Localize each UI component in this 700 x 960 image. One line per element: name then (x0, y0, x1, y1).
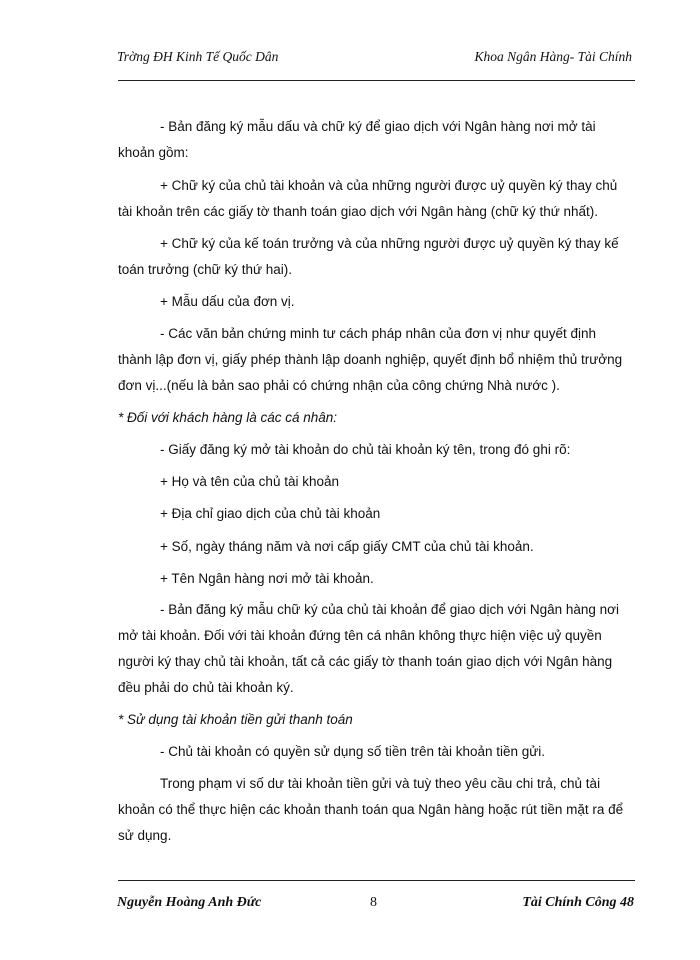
text-line: - Giấy đăng ký mở tài khoản do chủ tài khoản ký tên, trong đó ghi rõ: (160, 442, 571, 457)
text-line: + Số, ngày tháng năm và nơi cấp giấy CMT của chủ tài khoản. (160, 539, 534, 554)
text-line: sử dụng. (118, 828, 172, 843)
text-line: đều phải do chủ tài khoản ký. (118, 680, 294, 695)
text-line: thành lập đơn vị, giấy phép thành lập doanh nghiệp, quyết định bổ nhiệm thủ trưởng (118, 352, 623, 367)
section-heading: * Đối với khách hàng là các cá nhân: (118, 410, 338, 425)
text-line: - Bản đăng ký mẫu chữ ký của chủ tài khoản để giao dịch với Ngân hàng nơi (160, 602, 620, 617)
footer-divider (118, 880, 635, 881)
text-line: người ký thay chủ tài khoản, tất cả các giấy tờ thanh toán giao dịch với Ngân hàng (118, 654, 613, 669)
section-heading: * Sử dụng tài khoản tiền gửi thanh toán (118, 712, 353, 727)
footer-author: Nguyễn Hoàng Anh Đức (117, 895, 262, 910)
text-line: + Chữ ký của kế toán trưởng và của những người được uỷ quyền ký thay kế (160, 236, 619, 251)
text-line: + Tên Ngân hàng nơi mở tài khoản. (160, 571, 374, 586)
text-line: đơn vị...(nếu là bản sao phải có chứng nhận của công chứng Nhà nước ). (118, 378, 560, 393)
header-faculty: Khoa Ngân Hàng- Tài Chính (474, 49, 632, 64)
text-line: - Chủ tài khoản có quyền sử dụng số tiền trên tài khoản tiền gửi. (160, 744, 546, 759)
text-line: Trong phạm vi số dư tài khoản tiền gửi và tuỳ theo yêu cầu chi trả, chủ tài (160, 776, 601, 791)
text-line: - Bản đăng ký mẫu dấu và chữ ký để giao dịch với Ngân hàng nơi mở tài (160, 119, 596, 134)
text-line: + Chữ ký của chủ tài khoản và của những người được uỷ quyền ký thay chủ (160, 178, 618, 193)
text-line: + Họ và tên của chủ tài khoản (160, 474, 339, 489)
text-line: khoản có thể thực hiện các khoản thanh toán qua Ngân hàng hoặc rút tiền mặt ra để (118, 802, 624, 817)
text-line: tài khoản trên các giấy tờ thanh toán giao dịch với Ngân hàng (chữ ký thứ nhất). (118, 204, 599, 219)
footer-class: Tài Chính Công 48 (522, 895, 634, 910)
page-number: 8 (370, 895, 377, 910)
text-line: + Địa chỉ giao dịch của chủ tài khoản (160, 506, 381, 521)
text-line: toán trưởng (chữ ký thứ hai). (118, 262, 293, 277)
text-line: mở tài khoản. Đối với tài khoản đứng tên cá nhân không thực hiện việc uỷ quyền (118, 628, 602, 643)
text-line: - Các văn bản chứng minh tư cách pháp nhân của đơn vị như quyết định (160, 326, 596, 341)
header-school: Trờng ĐH Kinh Tế Quốc Dân (117, 49, 279, 64)
text-line: khoản gồm: (118, 145, 189, 160)
text-line: + Mẫu dấu của đơn vị. (160, 294, 295, 309)
header-divider (118, 80, 635, 81)
